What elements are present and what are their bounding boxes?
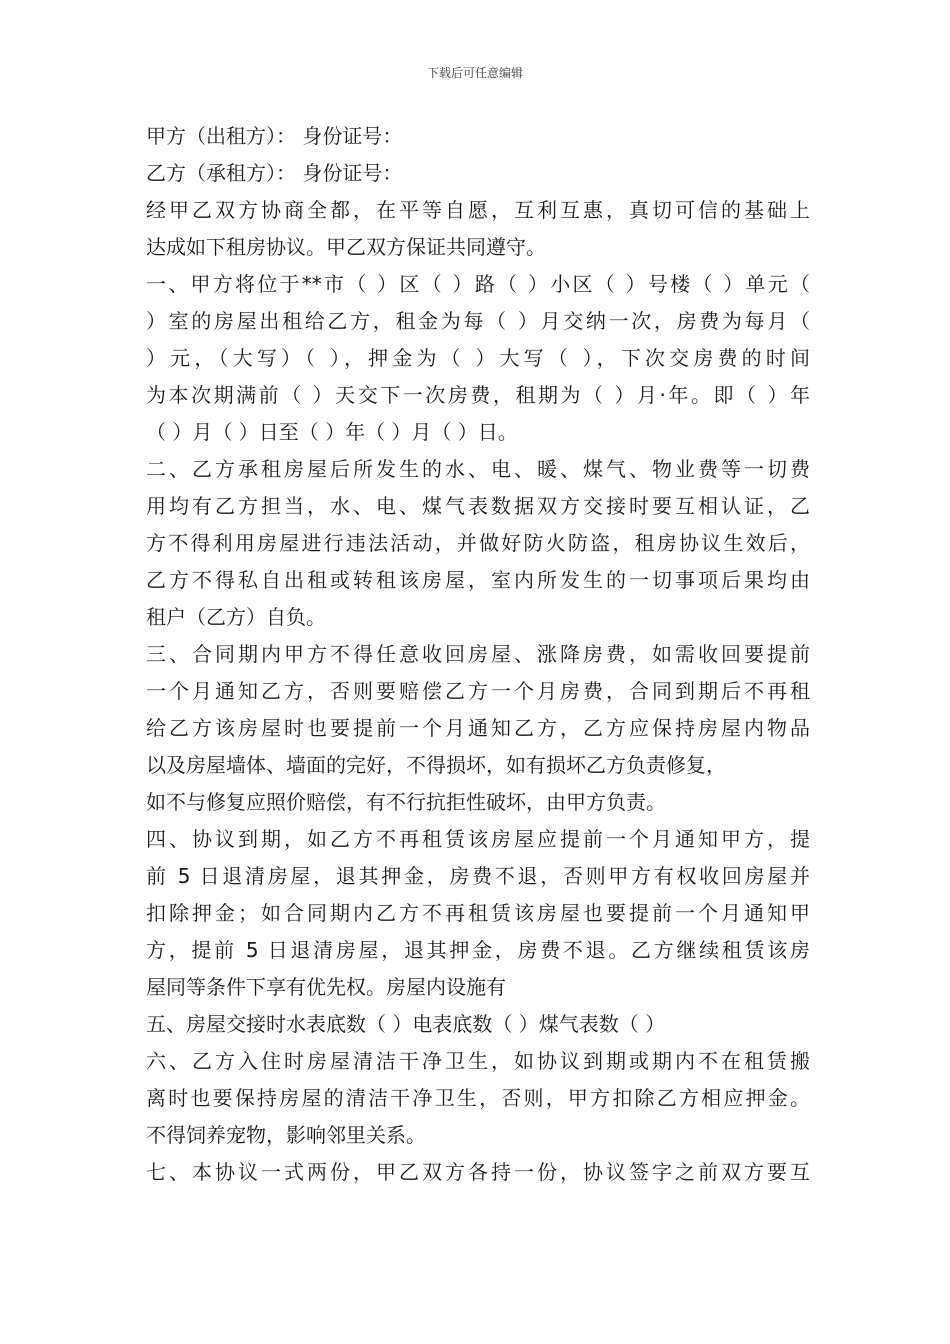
text-line: 甲方（出租方）： 身份证号： — [146, 124, 403, 148]
text-line: 以及房屋墙体、墙面的完好，不得损坏，如有损坏乙方负责修复， — [146, 753, 726, 777]
text-line: 二、乙方承租房屋后所发生的水、电、暖、煤气、物业费等一切费 — [146, 457, 810, 481]
text-line: ）室的房屋出租给乙方，租金为每（ ）月交纳一次，房费为每月（ — [146, 309, 810, 333]
text-line: 离时也要保持房屋的清洁干净卫生，否则，甲方扣除乙方相应押金。 — [146, 1086, 810, 1110]
text-line: 乙方（承租方）： 身份证号： — [146, 161, 403, 185]
text-line: ）元，（大写）（ ），押金为（ ）大写（ ），下次交房费的时间 — [146, 346, 810, 370]
text-line: 经甲乙双方协商全都，在平等自愿，互利互惠，真切可信的基础上 — [146, 198, 810, 222]
text-line: 一、甲方将位于**市（ ）区（ ）路（ ）小区（ ）号楼（ ）单元（ — [146, 272, 810, 296]
text-line: 乙方不得私自出租或转租该房屋，室内所发生的一切事项后果均由 — [146, 568, 810, 592]
text-line: 不得饲养宠物，影响邻里关系。 — [146, 1123, 426, 1147]
text-line: 如不与修复应照价赔偿，有不行抗拒性破坏，由甲方负责。 — [146, 790, 666, 814]
text-line: 一个月通知乙方，否则要赔偿乙方一个月房费，合同到期后不再租 — [146, 679, 810, 703]
text-line: 扣除押金；如合同期内乙方不再租赁该房屋也要提前一个月通知甲 — [146, 901, 810, 925]
text-line: 为本次期满前（ ）天交下一次房费，租期为（ ）月·年。即（ ）年 — [146, 383, 810, 407]
document-body — [146, 118, 810, 1191]
text-line: 七、本协议一式两份，甲乙双方各持一份，协议签字之前双方要互 — [146, 1160, 810, 1184]
text-line: 五、房屋交接时水表底数（ ）电表底数（ ）煤气表数（ ） — [146, 1012, 666, 1036]
text-line: 方不得利用房屋进行违法活动，并做好防火防盗，租房协议生效后， — [146, 531, 810, 555]
text-line: 用均有乙方担当，水、电、煤气表数据双方交接时要互相认证，乙 — [146, 494, 810, 518]
text-line: （ ）月（ ）日至（ ）年（ ）月（ ）日。 — [146, 420, 518, 444]
text-line: 前 5 日退清房屋，退其押金，房费不退，否则甲方有权收回房屋并 — [146, 864, 810, 888]
text-line: 租户（乙方）自负。 — [146, 605, 326, 629]
text-line: 达成如下租房协议。甲乙双方保证共同遵守。 — [146, 235, 546, 259]
page-header: 下载后可任意编辑 — [426, 66, 523, 80]
text-line: 屋同等条件下享有优先权。房屋内设施有 — [146, 975, 506, 999]
text-line: 给乙方该房屋时也要提前一个月通知乙方，乙方应保持房屋内物品 — [146, 716, 810, 740]
text-line: 六、乙方入住时房屋清洁干净卫生，如协议到期或期内不在租赁搬 — [146, 1049, 810, 1073]
text-line: 方，提前 5 日退清房屋，退其押金，房费不退。乙方继续租赁该房 — [146, 938, 810, 962]
text-line: 四、协议到期，如乙方不再租赁该房屋应提前一个月通知甲方，提 — [146, 827, 810, 851]
text-line: 三、合同期内甲方不得任意收回房屋、涨降房费，如需收回要提前 — [146, 642, 810, 666]
